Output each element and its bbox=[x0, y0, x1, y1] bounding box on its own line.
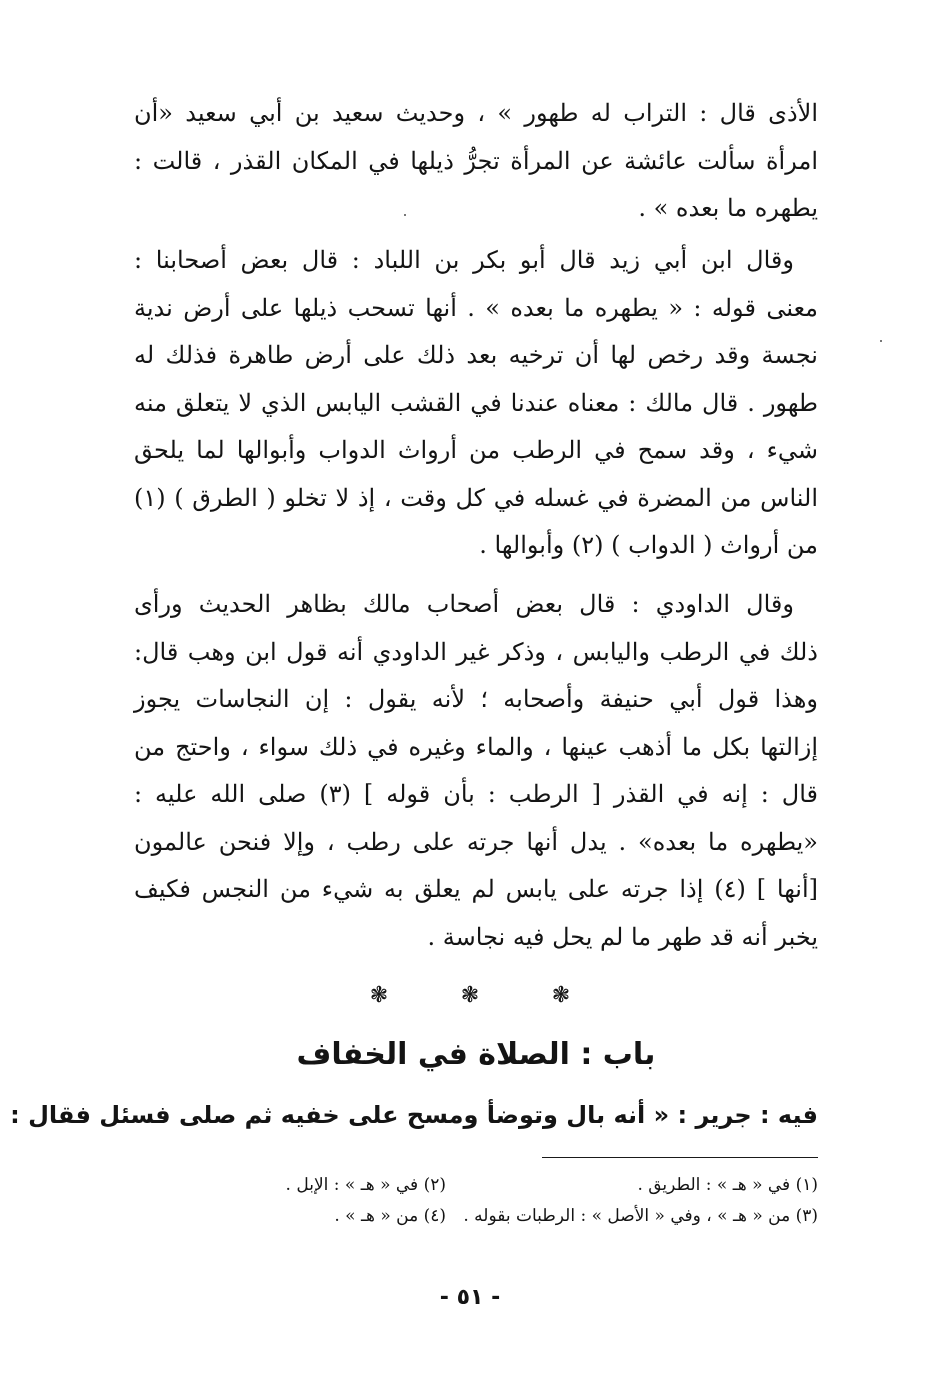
footnote-row bbox=[134, 1201, 818, 1232]
page-number: - ٥١ - bbox=[439, 1285, 501, 1310]
text-line: شيء ، وقد سمح في الرطب من أرواث الدواب وأبوالها لما يلحق bbox=[134, 436, 818, 464]
text-line: معنى قوله : « يطهره ما بعده » . أنها تسحب ذيلها على أرض ندية bbox=[134, 293, 818, 322]
lead-line: فيه : جرير : « أنه بال وتوضأ ومسح على خفيه ثم صلى فسئل فقال : bbox=[10, 1101, 818, 1129]
text-line: قال : إنه في القذر [ الرطب : بأن قوله ] (٣) صلى الله عليه : bbox=[134, 780, 818, 808]
text-line: وقال ابن أبي زيد قال أبو بكر بن اللباد : قال بعض أصحابنا : bbox=[134, 246, 794, 274]
text-line: [أنها ] (٤) إذا جرته على يابس لم يعلق به شيء من النجس فكيف bbox=[134, 875, 818, 903]
text-line: يطهره ما بعده » . bbox=[638, 194, 818, 222]
text-line: طهور . قال مالك : معناه عندنا في القشب اليابس الذي لا يتعلق منه bbox=[134, 388, 818, 417]
paragraph-1 bbox=[134, 90, 818, 233]
text-line: من أرواث ( الدواب ) (٢) وأبوالها . bbox=[479, 531, 818, 559]
section-separator bbox=[0, 983, 940, 1008]
footnotes bbox=[134, 1170, 818, 1232]
text-line: وقال الداودي : قال بعض أصحاب مالك بظاهر الحديث ورأى bbox=[134, 590, 794, 618]
footnote-4: (٤) من « هـ » . bbox=[334, 1206, 446, 1226]
scan-speck bbox=[880, 340, 882, 342]
footnote-3: (٣) من « هـ » ، وفي « الأصل » : الرطبات بقوله . bbox=[463, 1206, 818, 1226]
text-line: امرأة سألت عائشة عن المرأة تجرُّ ذيلها في المكان القذر ، قالت : bbox=[134, 146, 818, 175]
text-line: ذلك في الرطب واليابس ، وذكر غير الداودي أنه قول ابن وهب قال: bbox=[134, 637, 818, 666]
paragraph-3 bbox=[134, 581, 818, 961]
footnote-2: (٢) في « هـ » : الإبل . bbox=[285, 1175, 446, 1195]
text-line: إزالتها بكل ما أذهب عينها ، والماء وغيره في ذلك سواء ، واحتج من bbox=[134, 732, 818, 761]
text-line: الناس من المضرة في غسله في كل وقت ، إذ لا تخلو ( الطرق ) (١) bbox=[134, 483, 818, 512]
chapter-heading: باب : الصلاة في الخفاف bbox=[296, 1037, 656, 1072]
footnote-row bbox=[134, 1170, 818, 1201]
scan-speck bbox=[404, 214, 406, 216]
asterism-icon: ❃ bbox=[551, 983, 571, 1008]
footnote-1: (١) في « هـ » : الطريق . bbox=[637, 1175, 818, 1195]
asterism-icon: ❃ bbox=[460, 983, 480, 1008]
text-line: نجسة وقد رخص لها أن ترخيه بعد ذلك على أرض طاهرة فذلك له bbox=[134, 341, 818, 369]
paragraph-2 bbox=[134, 237, 818, 570]
text-line: «يطهره ما بعده» . يدل أنها جرته على رطب ، وإلا فنحن عالمون bbox=[134, 827, 818, 856]
asterism-icon: ❃ bbox=[369, 983, 389, 1008]
text-line: وهذا قول أبي حنيفة وأصحابه ؛ لأنه يقول : إن النجاسات يجوز bbox=[134, 685, 818, 713]
text-line: الأذى قال : التراب له طهور » ، وحديث سعيد بن أبي سعيد «أن bbox=[134, 99, 818, 127]
text-line: يخبر أنه قد طهر ما لم يحل فيه نجاسة . bbox=[427, 922, 818, 951]
footnote-rule bbox=[542, 1157, 818, 1158]
